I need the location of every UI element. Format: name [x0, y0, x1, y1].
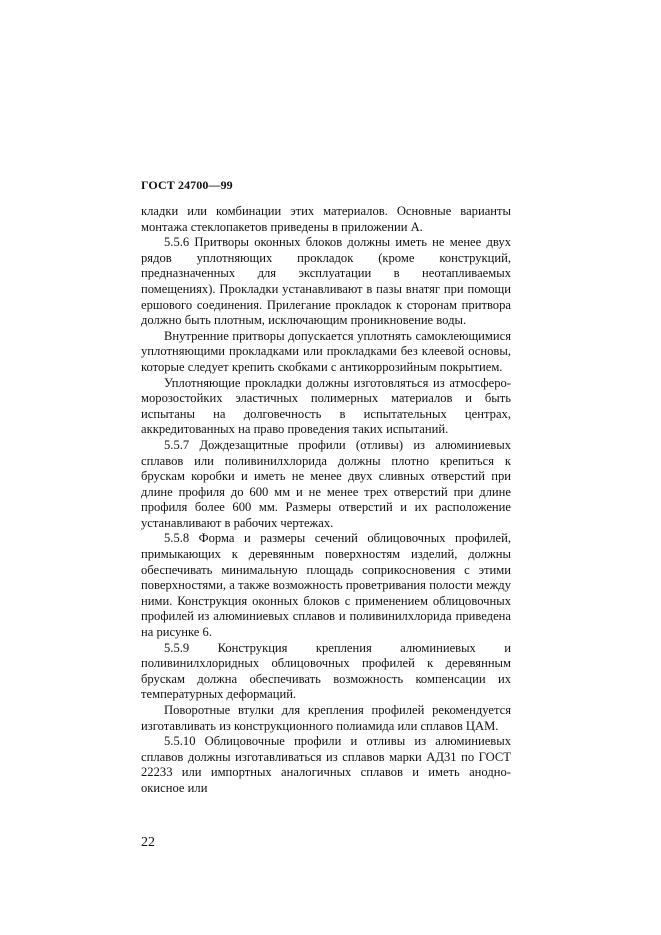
paragraph-continuation: кладки или комбинации этих материалов. Основные варианты монтажа стеклопакетов приведены в приложении А. [141, 204, 511, 234]
standard-header: ГОСТ 24700—99 [141, 178, 233, 192]
paragraph-5-5-6: 5.5.6 Притворы оконных блоков должны иметь не менее двух рядов уплотняющих прокладок (кроме конструкций, предназначенных для эксплуатации в неотапливаемых помещениях). Прокладки устанавливают в пазы внатяг при помощи ершового соединения. Прилегание прокладок к сторонам притвора должно быть плотным, исключающим проникновение воды. [141, 235, 511, 328]
paragraph-inner-seals: Внутренние притворы допускается уплотнять самоклеющимися уплотняющими прокладками или прокладками без клеевой основы, которые следует крепить скобками с антикоррозийным покрытием. [141, 328, 511, 374]
paragraph-rotary-bushings: Поворотные втулки для крепления профилей рекомендуется изготавливать из конструкционного полиамида или сплавов ЦАМ. [141, 703, 511, 733]
paragraph-5-5-7: 5.5.7 Дождезащитные профили (отливы) из алюминиевых сплавов или поливинилхлорида должны плотно крепиться к брускам коробки и иметь не менее двух сливных отверстий при длине профиля до 600 мм и не менее трех отверстий при длине профиля более 600 мм. Размеры отверстий и их расположение устанавливают в рабочих чертежах. [141, 437, 511, 530]
page-number: 22 [141, 835, 155, 850]
body-text [141, 204, 511, 797]
paragraph-5-5-8: 5.5.8 Форма и размеры сечений облицовочных профилей, примыкающих к деревянным поверхностям изделий, должны обеспечивать минимальную площадь соприкосновения с этими поверхностями, а также возможность проветривания полости между ними. Конструкция оконных блоков с применением облицовочных профилей из алюминиевых сплавов и поливинилхлорида приведена на рисунке 6. [141, 531, 511, 640]
paragraph-5-5-9: 5.5.9 Конструкция крепления алюминиевых и поливинилхлоридных облицовочных профилей к деревянным брускам должна обеспечивать возможность компенсации их температурных деформаций. [141, 640, 511, 702]
paragraph-5-5-10: 5.5.10 Облицовочные профили и отливы из алюминиевых сплавов должны изготавливаться из сплавов марки АД31 по ГОСТ 22233 или импортных аналогичных сплавов и иметь анодно-окисное или [141, 734, 511, 795]
paragraph-seal-materials: Уплотняющие прокладки должны изготовляться из атмосферо-морозостойких эластичных полимерных материалов и быть испытаны на долговечность в испытательных центрах, аккредитованных на право проведения таких испытаний. [141, 375, 511, 437]
